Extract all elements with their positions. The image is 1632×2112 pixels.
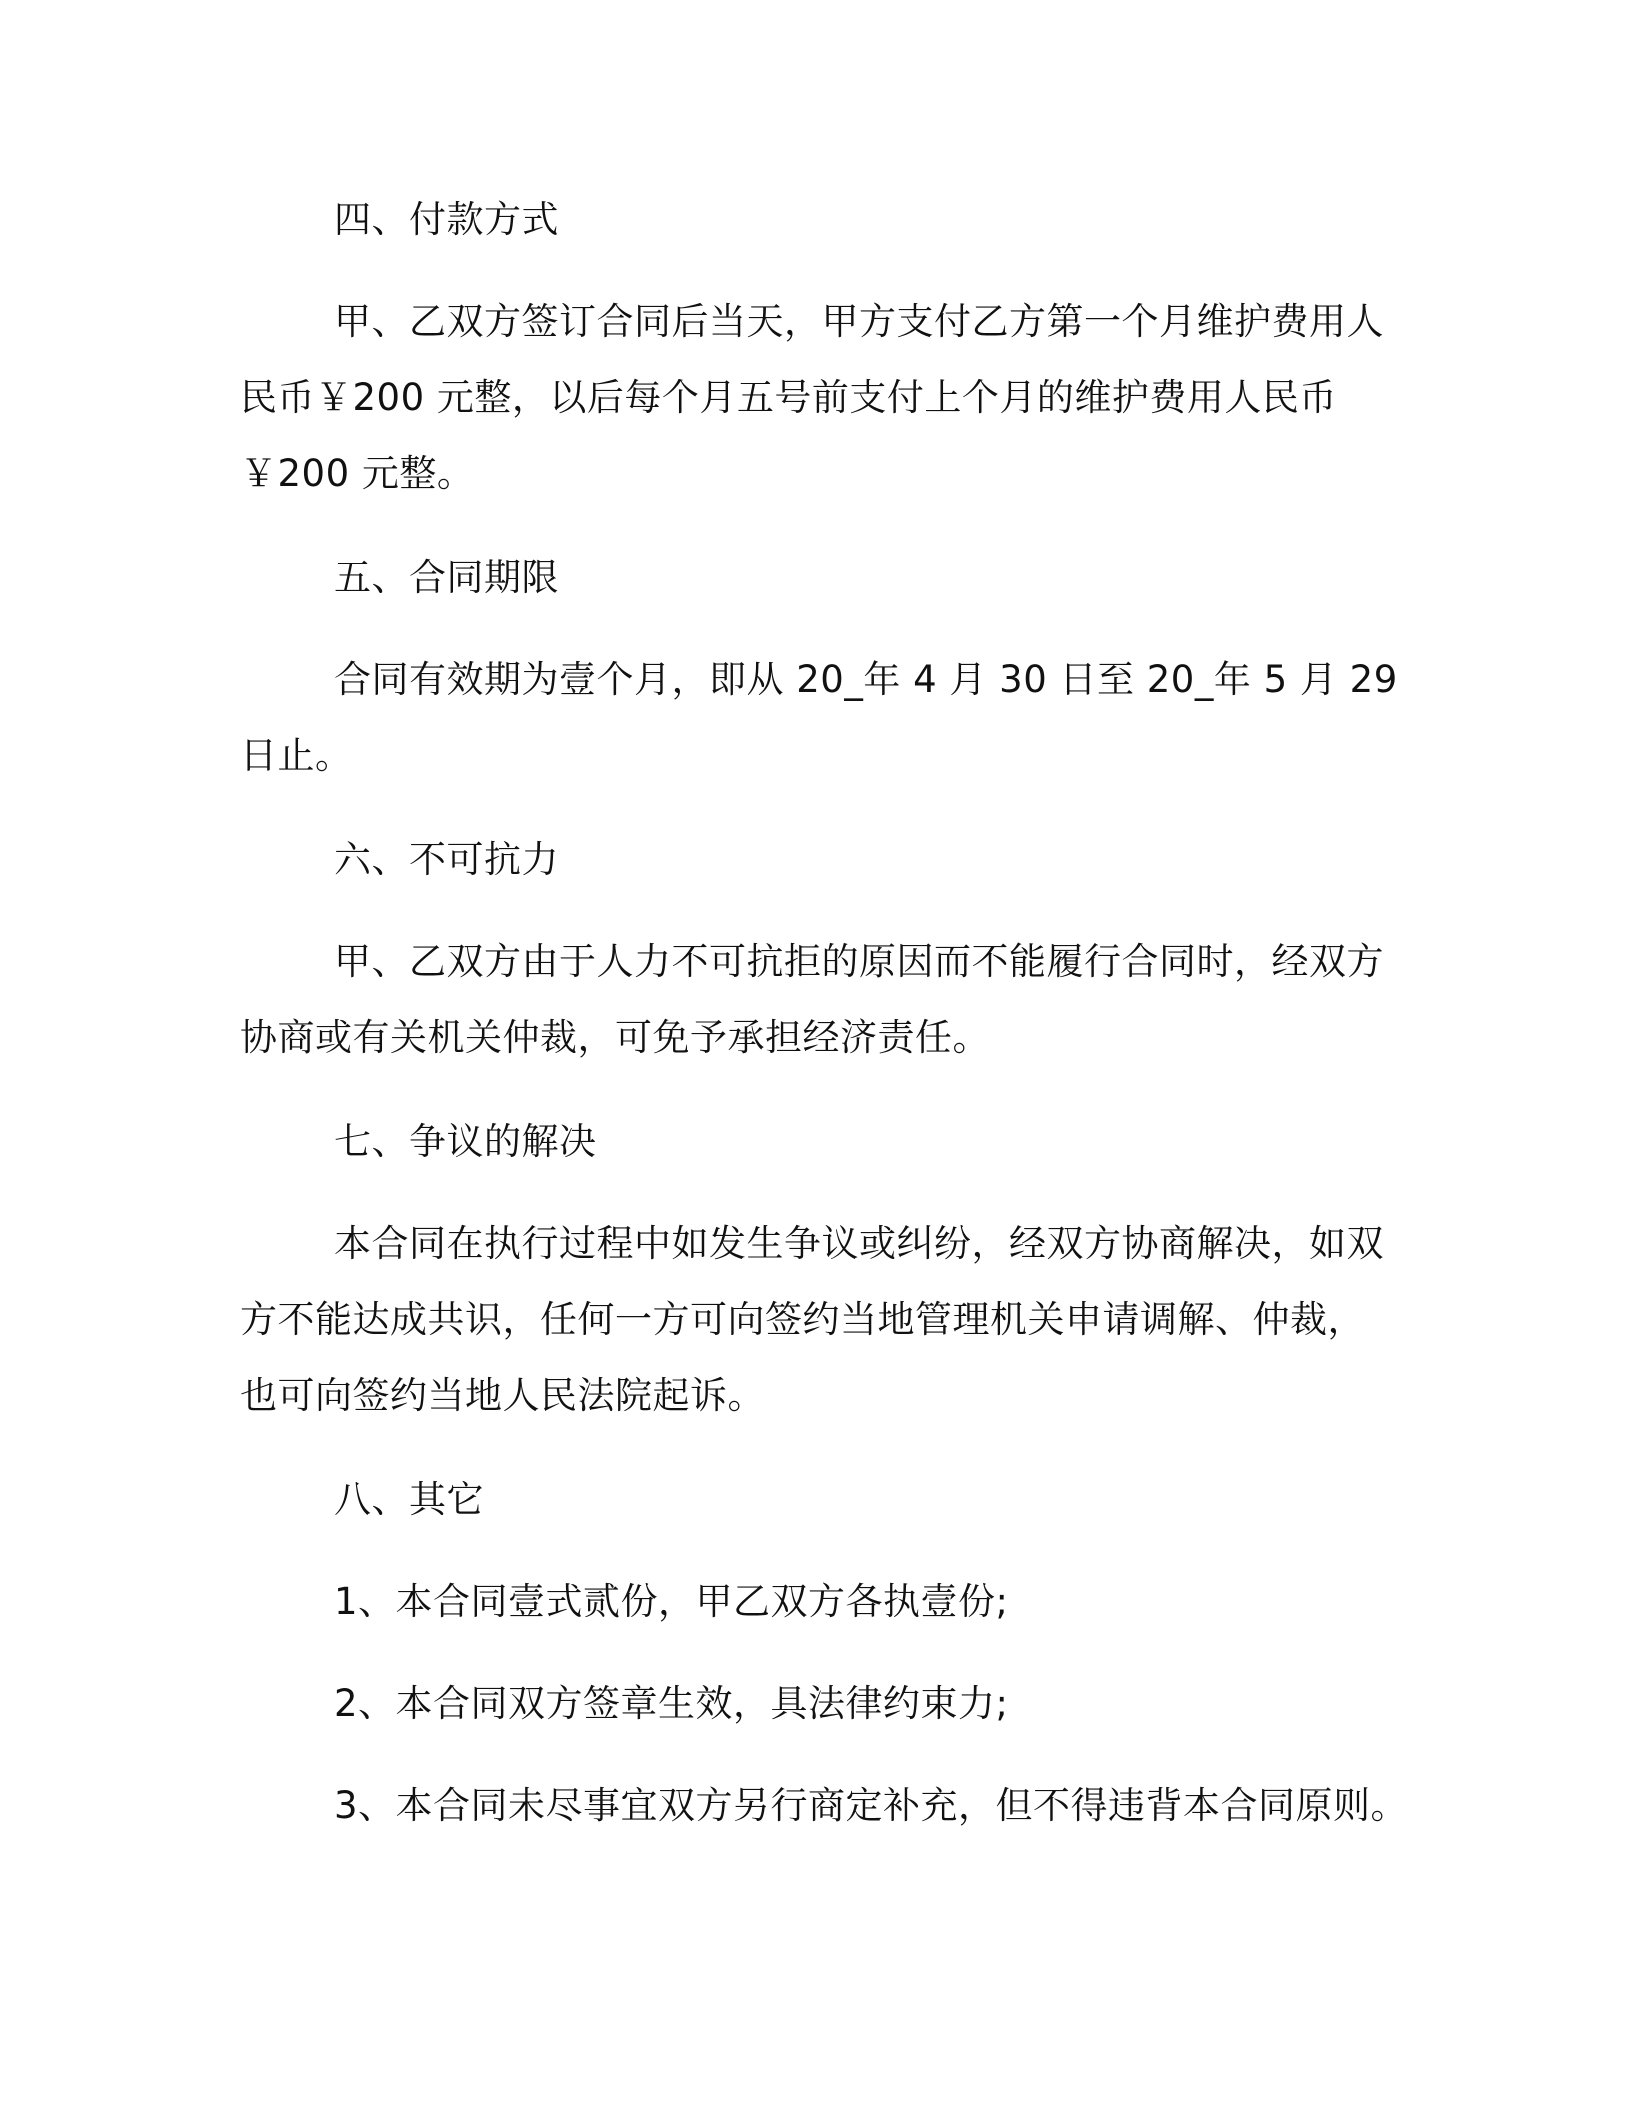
section-heading-payment: 四、付款方式 <box>334 198 559 241</box>
list-item: 2、本合同双方签章生效，具法律约束力; <box>334 1682 1009 1725</box>
paragraph-line: 也可向签约当地人民法院起诉。 <box>240 1374 765 1417</box>
list-item: 3、本合同未尽事宜双方另行商定补充，但不得违背本合同原则。 <box>334 1784 1409 1827</box>
paragraph-line: ￥200 元整。 <box>240 452 475 495</box>
paragraph-line: 方不能达成共识，任何一方可向签约当地管理机关申请调解、仲裁， <box>240 1298 1365 1341</box>
paragraph-line: 合同有效期为壹个月，即从 20_年 4 月 30 日至 20_年 5 月 29 <box>334 658 1398 701</box>
paragraph-line: 民币￥200 元整，以后每个月五号前支付上个月的维护费用人民币 <box>240 376 1337 419</box>
paragraph-line: 协商或有关机关仲裁，可免予承担经济责任。 <box>240 1016 990 1059</box>
section-heading-other: 八、其它 <box>334 1478 484 1521</box>
section-heading-dispute: 七、争议的解决 <box>334 1120 597 1163</box>
paragraph-line: 日止。 <box>240 734 353 777</box>
paragraph-line: 本合同在执行过程中如发生争议或纠纷，经双方协商解决，如双 <box>334 1222 1384 1265</box>
section-heading-term: 五、合同期限 <box>334 556 559 599</box>
list-item: 1、本合同壹式贰份，甲乙双方各执壹份; <box>334 1580 1009 1623</box>
paragraph-line: 甲、乙双方由于人力不可抗拒的原因而不能履行合同时，经双方 <box>334 940 1384 983</box>
section-heading-force-majeure: 六、不可抗力 <box>334 838 559 881</box>
paragraph-line: 甲、乙双方签订合同后当天，甲方支付乙方第一个月维护费用人 <box>334 300 1384 343</box>
